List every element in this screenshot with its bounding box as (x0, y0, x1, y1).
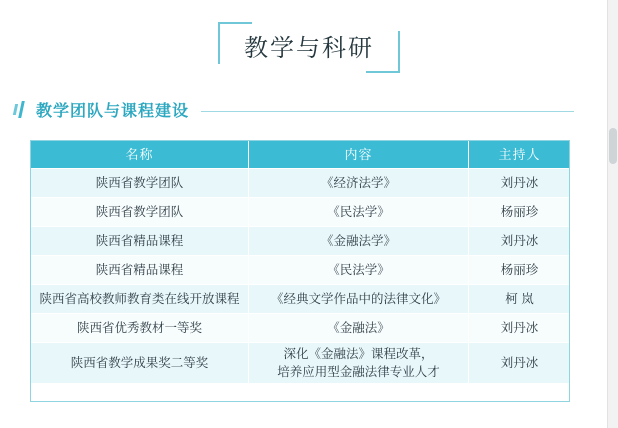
cell-host: 杨丽珍 (469, 198, 571, 227)
table-row (31, 256, 571, 285)
cell-name: 陕西省教学团队 (31, 198, 249, 227)
page-title-container (0, 22, 618, 73)
cell-name: 陕西省精品课程 (31, 256, 249, 285)
cell-name: 陕西省优秀教材一等奖 (31, 314, 249, 343)
section-heading-row (14, 98, 574, 121)
cell-content: 《经典文学作品中的法律文化》 (249, 285, 469, 314)
cell-host: 柯 岚 (469, 285, 571, 314)
courses-table (30, 140, 571, 384)
cell-content-line2: 培养应用型金融法律专业人才 (277, 365, 440, 379)
cell-host: 刘丹冰 (469, 314, 571, 343)
title-bracket-top (218, 22, 252, 24)
section-divider (201, 111, 574, 112)
cell-content (249, 343, 469, 384)
title-bracket-bottom (366, 71, 400, 73)
cell-name: 陕西省教学团队 (31, 169, 249, 198)
table-header-row (31, 141, 571, 169)
cell-host: 刘丹冰 (469, 169, 571, 198)
cell-name: 陕西省精品课程 (31, 227, 249, 256)
column-header-content: 内容 (249, 141, 469, 169)
table-row (31, 285, 571, 314)
page-title-box (218, 22, 400, 73)
cell-content: 《民法学》 (249, 256, 469, 285)
courses-table-container (30, 140, 570, 384)
cell-content-line1: 深化《金融法》课程改革， (283, 346, 434, 361)
page-title: 教学与科研 (244, 35, 374, 62)
cell-host: 杨丽珍 (469, 256, 571, 285)
page-scrollbar-thumb[interactable] (609, 128, 617, 164)
table-header (31, 141, 571, 169)
cell-content: 《金融法》 (249, 314, 469, 343)
table-row (31, 227, 571, 256)
table-row (31, 343, 571, 384)
cell-name: 陕西省高校教师教育类在线开放课程 (31, 285, 249, 314)
table-row (31, 198, 571, 227)
cell-host: 刘丹冰 (469, 227, 571, 256)
column-header-name: 名称 (31, 141, 249, 169)
section-marker-icon (14, 101, 26, 118)
column-header-host: 主持人 (469, 141, 571, 169)
cell-content: 《金融法学》 (249, 227, 469, 256)
table-row (31, 314, 571, 343)
cell-content: 《民法学》 (249, 198, 469, 227)
page-scrollbar-track[interactable] (607, 0, 618, 428)
cell-name: 陕西省教学成果奖二等奖 (31, 343, 249, 384)
section-title: 教学团队与课程建设 (36, 103, 190, 120)
cell-content: 《经济法学》 (249, 169, 469, 198)
table-row (31, 169, 571, 198)
cell-host: 刘丹冰 (469, 343, 571, 384)
table-body (31, 169, 571, 384)
